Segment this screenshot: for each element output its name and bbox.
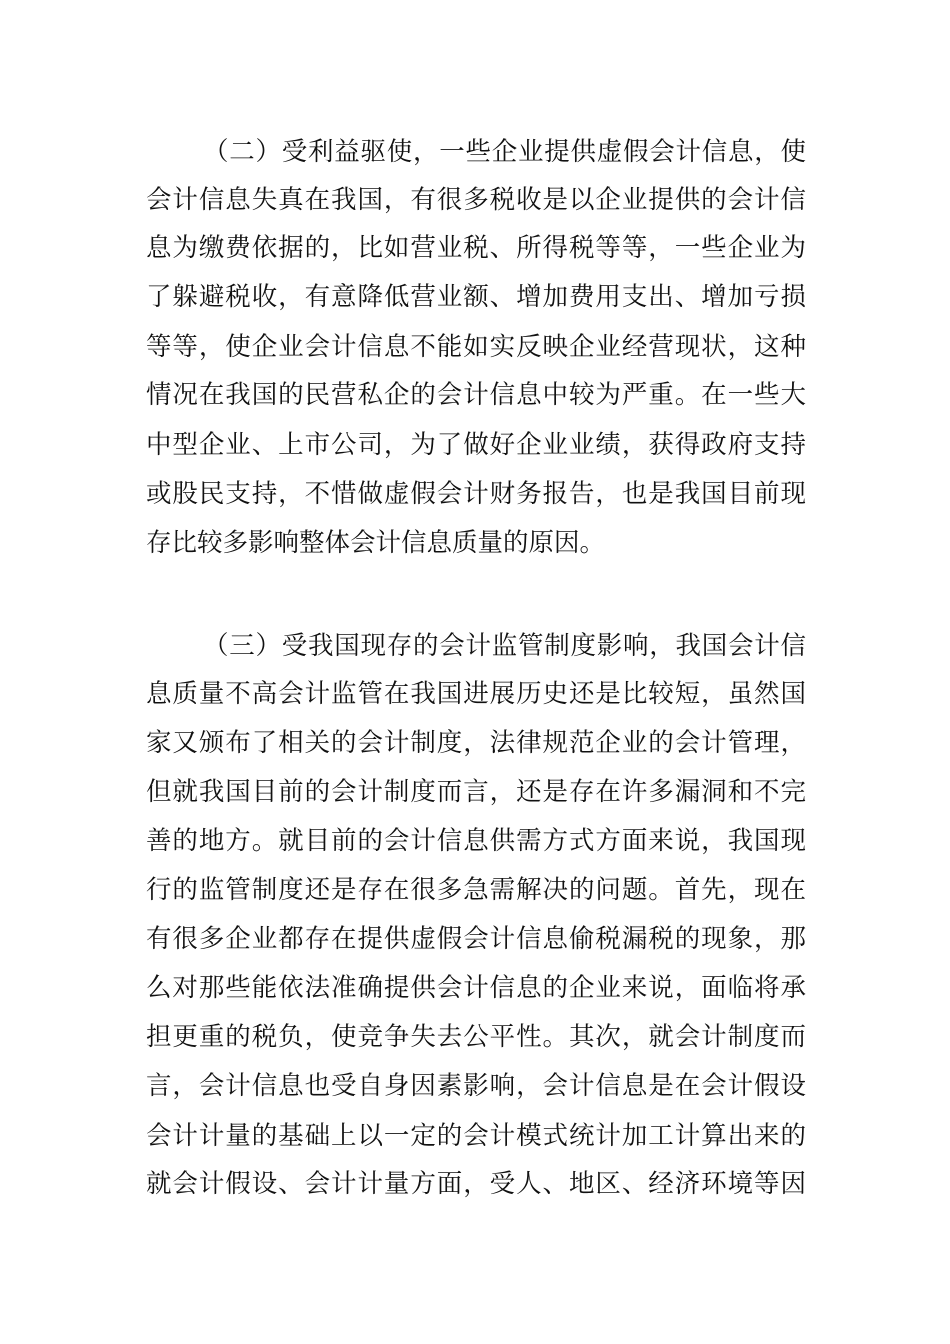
paragraph-line: 中型企业、上市公司，为了做好企业业绩，获得政府支持 [146, 430, 806, 460]
paragraph-line: 就会计假设、会计计量方面，受人、地区、经济环境等因 [146, 1169, 806, 1199]
paragraph-line: 担更重的税负，使竞争失去公平性。其次，就会计制度而 [146, 1022, 806, 1052]
paragraph-line: 么对那些能依法准确提供会计信息的企业来说，面临将承 [146, 973, 806, 1003]
paragraph-line: 行的监管制度还是存在很多急需解决的问题。首先，现在 [146, 875, 806, 905]
paragraph-line: 存比较多影响整体会计信息质量的原因。 [146, 528, 606, 558]
paragraph-line: 会计计量的基础上以一定的会计模式统计加工计算出来的 [146, 1121, 806, 1151]
paragraph-line: 善的地方。就目前的会计信息供需方式方面来说，我国现 [146, 826, 806, 856]
paragraph-line: 息质量不高会计监管在我国进展历史还是比较短，虽然国 [146, 679, 806, 709]
paragraph-line: 情况在我国的民营私企的会计信息中较为严重。在一些大 [146, 380, 806, 410]
paragraph-line: （二）受利益驱使，一些企业提供虚假会计信息，使 [203, 137, 806, 167]
paragraph-line: 会计信息失真在我国，有很多税收是以企业提供的会计信 [146, 185, 806, 215]
paragraph-line: 言，会计信息也受自身因素影响，会计信息是在会计假设 [146, 1071, 806, 1101]
paragraph-line: （三）受我国现存的会计监管制度影响，我国会计信 [203, 631, 806, 661]
paragraph-line: 了躲避税收，有意降低营业额、增加费用支出、增加亏损 [146, 282, 806, 312]
paragraph-line: 有很多企业都存在提供虚假会计信息偷税漏税的现象，那 [146, 924, 806, 954]
paragraph-line: 息为缴费依据的，比如营业税、所得税等等，一些企业为 [146, 233, 806, 263]
paragraph-line: 但就我国目前的会计制度而言，还是存在许多漏洞和不完 [146, 777, 806, 807]
paragraph-line: 家又颁布了相关的会计制度，法律规范企业的会计管理， [146, 728, 806, 758]
paragraph-line: 等等，使企业会计信息不能如实反映企业经营现状，这种 [146, 332, 806, 362]
paragraph-line: 或股民支持，不惜做虚假会计财务报告，也是我国目前现 [146, 479, 806, 509]
